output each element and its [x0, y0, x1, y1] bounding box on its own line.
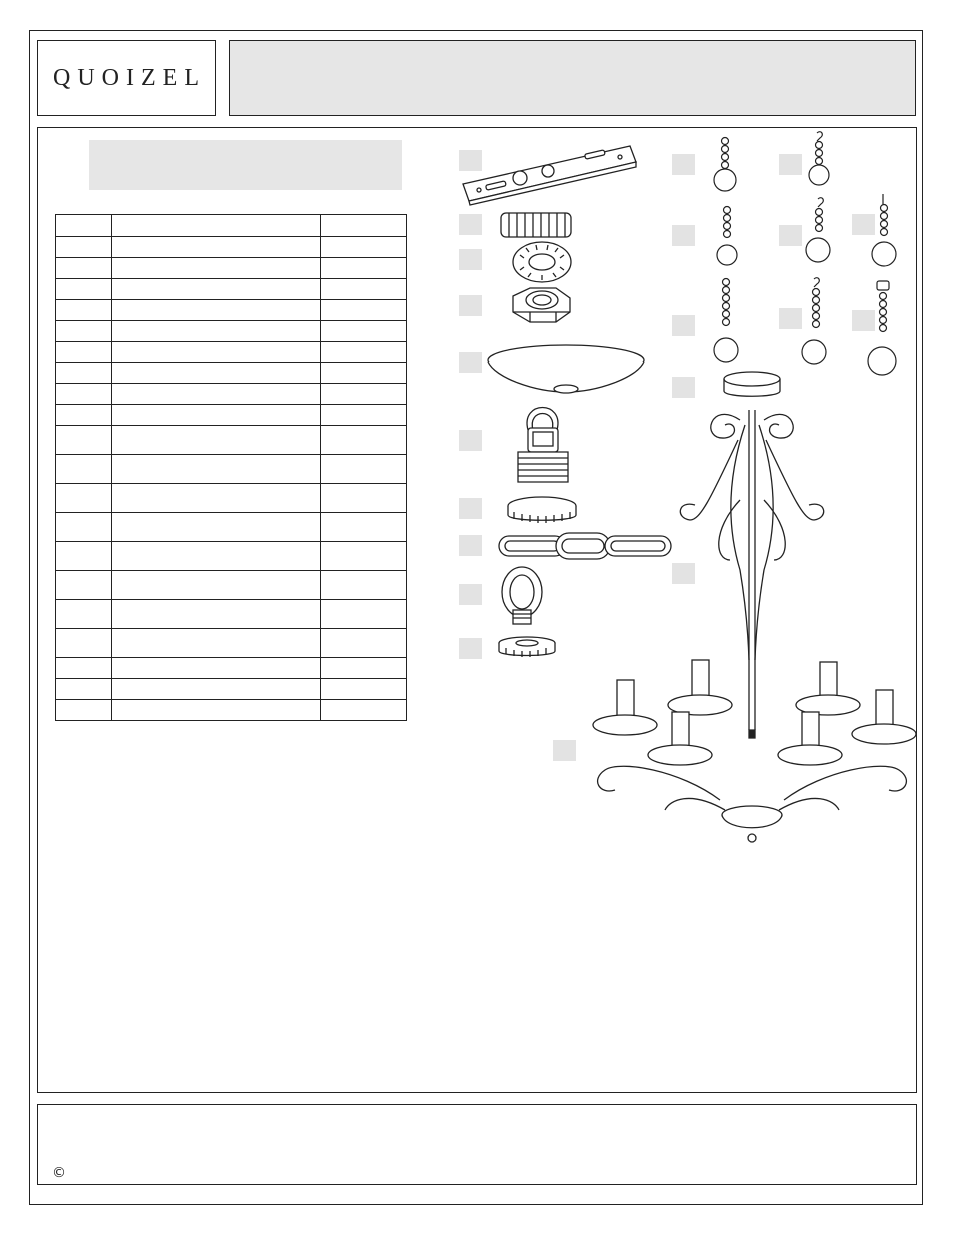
lock-washer-icon	[513, 242, 571, 282]
hex-nut-icon	[513, 288, 570, 322]
canopy-icon	[488, 345, 644, 393]
footer-panel	[37, 1104, 917, 1185]
washer-icon	[499, 637, 555, 657]
cap-icon	[877, 281, 889, 290]
ring-nut-icon	[508, 497, 576, 523]
mounting-bar-icon	[463, 146, 636, 205]
chain-icon	[499, 533, 671, 559]
brand-logo: QUOIZEL	[53, 64, 206, 91]
threaded-nipple-icon	[501, 213, 571, 237]
screw-collar-loop-icon	[502, 567, 542, 624]
crystal-drop-icon	[714, 132, 896, 375]
swivel-loop-icon	[518, 408, 568, 483]
copyright-symbol: ©	[52, 1165, 66, 1181]
